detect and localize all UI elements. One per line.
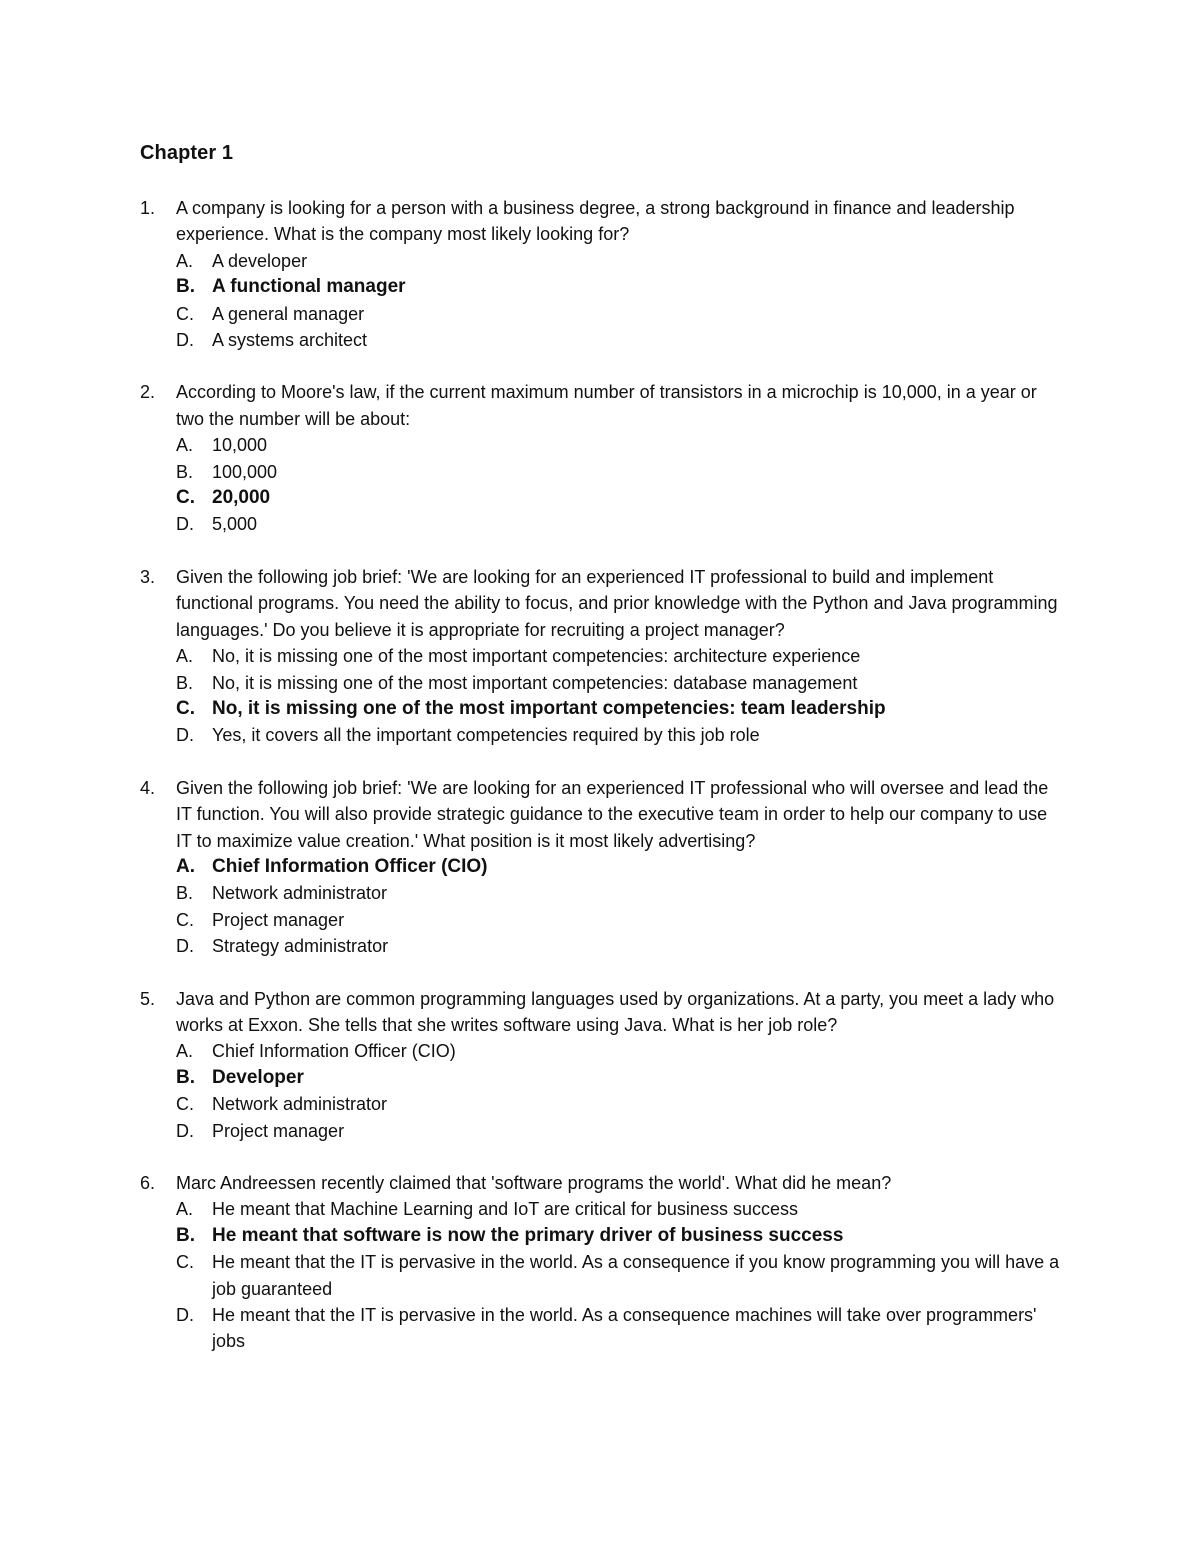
question-row bbox=[140, 195, 1060, 248]
option-text: Project manager bbox=[212, 909, 345, 930]
answer-option bbox=[176, 933, 1060, 959]
question-number: 6. bbox=[140, 1173, 156, 1193]
option-letter: B. bbox=[176, 1066, 195, 1088]
chapter-title: Chapter 1 bbox=[140, 142, 234, 164]
answer-option bbox=[176, 1249, 1060, 1302]
answer-option bbox=[176, 459, 1060, 485]
question-text: According to Moore's law, if the current maximum number of transistors in a microchip is 10,000, in a year or two the number will be about: bbox=[176, 382, 1037, 429]
answer-option bbox=[176, 327, 1060, 353]
option-letter: A. bbox=[176, 1199, 194, 1220]
option-text: No, it is missing one of the most important competencies: team leadership bbox=[212, 697, 886, 719]
question-list bbox=[140, 195, 1060, 1381]
option-text: No, it is missing one of the most important competencies: architecture experience bbox=[212, 646, 861, 667]
option-letter: D. bbox=[176, 330, 194, 351]
question-number: 2. bbox=[140, 382, 156, 403]
option-text: Strategy administrator bbox=[212, 936, 389, 957]
question-number: 3. bbox=[140, 566, 156, 587]
option-letter: D. bbox=[176, 514, 194, 535]
option-text: A developer bbox=[212, 250, 308, 271]
answer-options bbox=[176, 248, 1060, 354]
answer-options bbox=[176, 643, 1060, 749]
question-text: Given the following job brief: 'We are looking for an experienced IT professional who will oversee and lead the IT function. You will also provide strategic guidance to the executive team in order to help our company to use IT to maximize value creation.' What position is it most likely advertising? bbox=[176, 777, 1049, 851]
option-text: A systems architect bbox=[212, 330, 368, 351]
answer-option-correct bbox=[176, 854, 1060, 880]
answer-options bbox=[176, 1038, 1060, 1144]
option-text: 10,000 bbox=[212, 435, 268, 456]
answer-option-correct bbox=[176, 696, 1060, 722]
question-item bbox=[140, 379, 1060, 537]
answer-option bbox=[176, 722, 1060, 748]
option-letter: A. bbox=[176, 435, 194, 456]
question-number: 4. bbox=[140, 777, 156, 798]
question-row bbox=[140, 564, 1060, 643]
answer-option bbox=[176, 248, 1060, 274]
option-letter: A. bbox=[176, 1041, 194, 1062]
question-number: 1. bbox=[140, 198, 156, 218]
option-letter: A. bbox=[176, 250, 194, 271]
option-letter: D. bbox=[176, 1305, 194, 1326]
question-text: Marc Andreessen recently claimed that 'software programs the world'. What did he mean? bbox=[176, 1173, 892, 1193]
option-text: Network administrator bbox=[212, 883, 388, 904]
question-text: Given the following job brief: 'We are looking for an experienced IT professional to build and implement functional programs. You need the ability to focus, and prior knowledge with the Python and Java programming languages.' Do you believe it is appropriate for recruiting a project manager? bbox=[176, 566, 1058, 640]
option-text: He meant that Machine Learning and IoT are critical for business success bbox=[212, 1199, 798, 1220]
question-item bbox=[140, 195, 1060, 353]
option-text: He meant that software is now the primary driver of business success bbox=[212, 1224, 844, 1246]
option-text: Project manager bbox=[212, 1120, 345, 1141]
answer-option bbox=[176, 1118, 1060, 1144]
option-letter: C. bbox=[176, 1252, 194, 1273]
option-letter: A. bbox=[176, 855, 195, 877]
answer-option bbox=[176, 643, 1060, 669]
question-row bbox=[140, 775, 1060, 854]
option-letter: C. bbox=[176, 1094, 194, 1115]
question-item bbox=[140, 564, 1060, 749]
answer-option bbox=[176, 511, 1060, 537]
question-row bbox=[140, 379, 1060, 432]
answer-option bbox=[176, 670, 1060, 696]
question-row bbox=[140, 1170, 1060, 1196]
option-letter: C. bbox=[176, 487, 195, 509]
question-item bbox=[140, 1170, 1060, 1355]
option-letter: C. bbox=[176, 303, 194, 324]
option-letter: B. bbox=[176, 1224, 195, 1246]
option-text: 100,000 bbox=[212, 461, 278, 482]
option-letter: C. bbox=[176, 697, 195, 719]
answer-options bbox=[176, 432, 1060, 538]
option-text: No, it is missing one of the most important competencies: database management bbox=[212, 672, 858, 693]
question-text: Java and Python are common programming languages used by organizations. At a party, you meet a lady who works at Exxon. She tells that she writes software using Java. What is her job role? bbox=[176, 988, 1055, 1035]
option-letter: A. bbox=[176, 646, 194, 667]
answer-option bbox=[176, 301, 1060, 327]
option-text: Chief Information Officer (CIO) bbox=[212, 1041, 456, 1062]
question-item bbox=[140, 775, 1060, 960]
option-text: He meant that the IT is pervasive in the world. As a consequence if you know programming you will have a job guaranteed bbox=[212, 1252, 1060, 1299]
answer-option bbox=[176, 907, 1060, 933]
answer-option bbox=[176, 1038, 1060, 1064]
answer-option bbox=[176, 1302, 1060, 1355]
answer-option bbox=[176, 880, 1060, 906]
option-letter: B. bbox=[176, 276, 195, 298]
option-letter: D. bbox=[176, 1120, 194, 1141]
option-text: Developer bbox=[212, 1066, 304, 1088]
answer-options bbox=[176, 1196, 1060, 1354]
option-letter: B. bbox=[176, 461, 194, 482]
answer-option-correct bbox=[176, 485, 1060, 511]
option-text: Chief Information Officer (CIO) bbox=[212, 855, 488, 877]
answer-options bbox=[176, 854, 1060, 960]
option-letter: C. bbox=[176, 909, 194, 930]
answer-option-correct bbox=[176, 1223, 1060, 1249]
answer-option bbox=[176, 1091, 1060, 1117]
answer-option bbox=[176, 432, 1060, 458]
question-row bbox=[140, 986, 1060, 1039]
option-text: 20,000 bbox=[212, 487, 271, 509]
question-text: A company is looking for a person with a business degree, a strong background in finance and leadership experience. What is the company most likely looking for? bbox=[176, 198, 1015, 245]
question-item bbox=[140, 986, 1060, 1144]
option-text: 5,000 bbox=[212, 514, 258, 535]
answer-option-correct bbox=[176, 1065, 1060, 1091]
option-letter: B. bbox=[176, 672, 194, 693]
option-text: Yes, it covers all the important competencies required by this job role bbox=[212, 725, 760, 746]
option-letter: D. bbox=[176, 725, 194, 746]
option-text: A functional manager bbox=[212, 276, 406, 298]
answer-option-correct bbox=[176, 274, 1060, 300]
option-text: A general manager bbox=[212, 303, 365, 324]
option-letter: B. bbox=[176, 883, 194, 904]
option-letter: D. bbox=[176, 936, 194, 957]
question-number: 5. bbox=[140, 988, 156, 1009]
option-text: Network administrator bbox=[212, 1094, 388, 1115]
option-text: He meant that the IT is pervasive in the world. As a consequence machines will take over programmers' jobs bbox=[212, 1305, 1037, 1352]
answer-option bbox=[176, 1196, 1060, 1222]
